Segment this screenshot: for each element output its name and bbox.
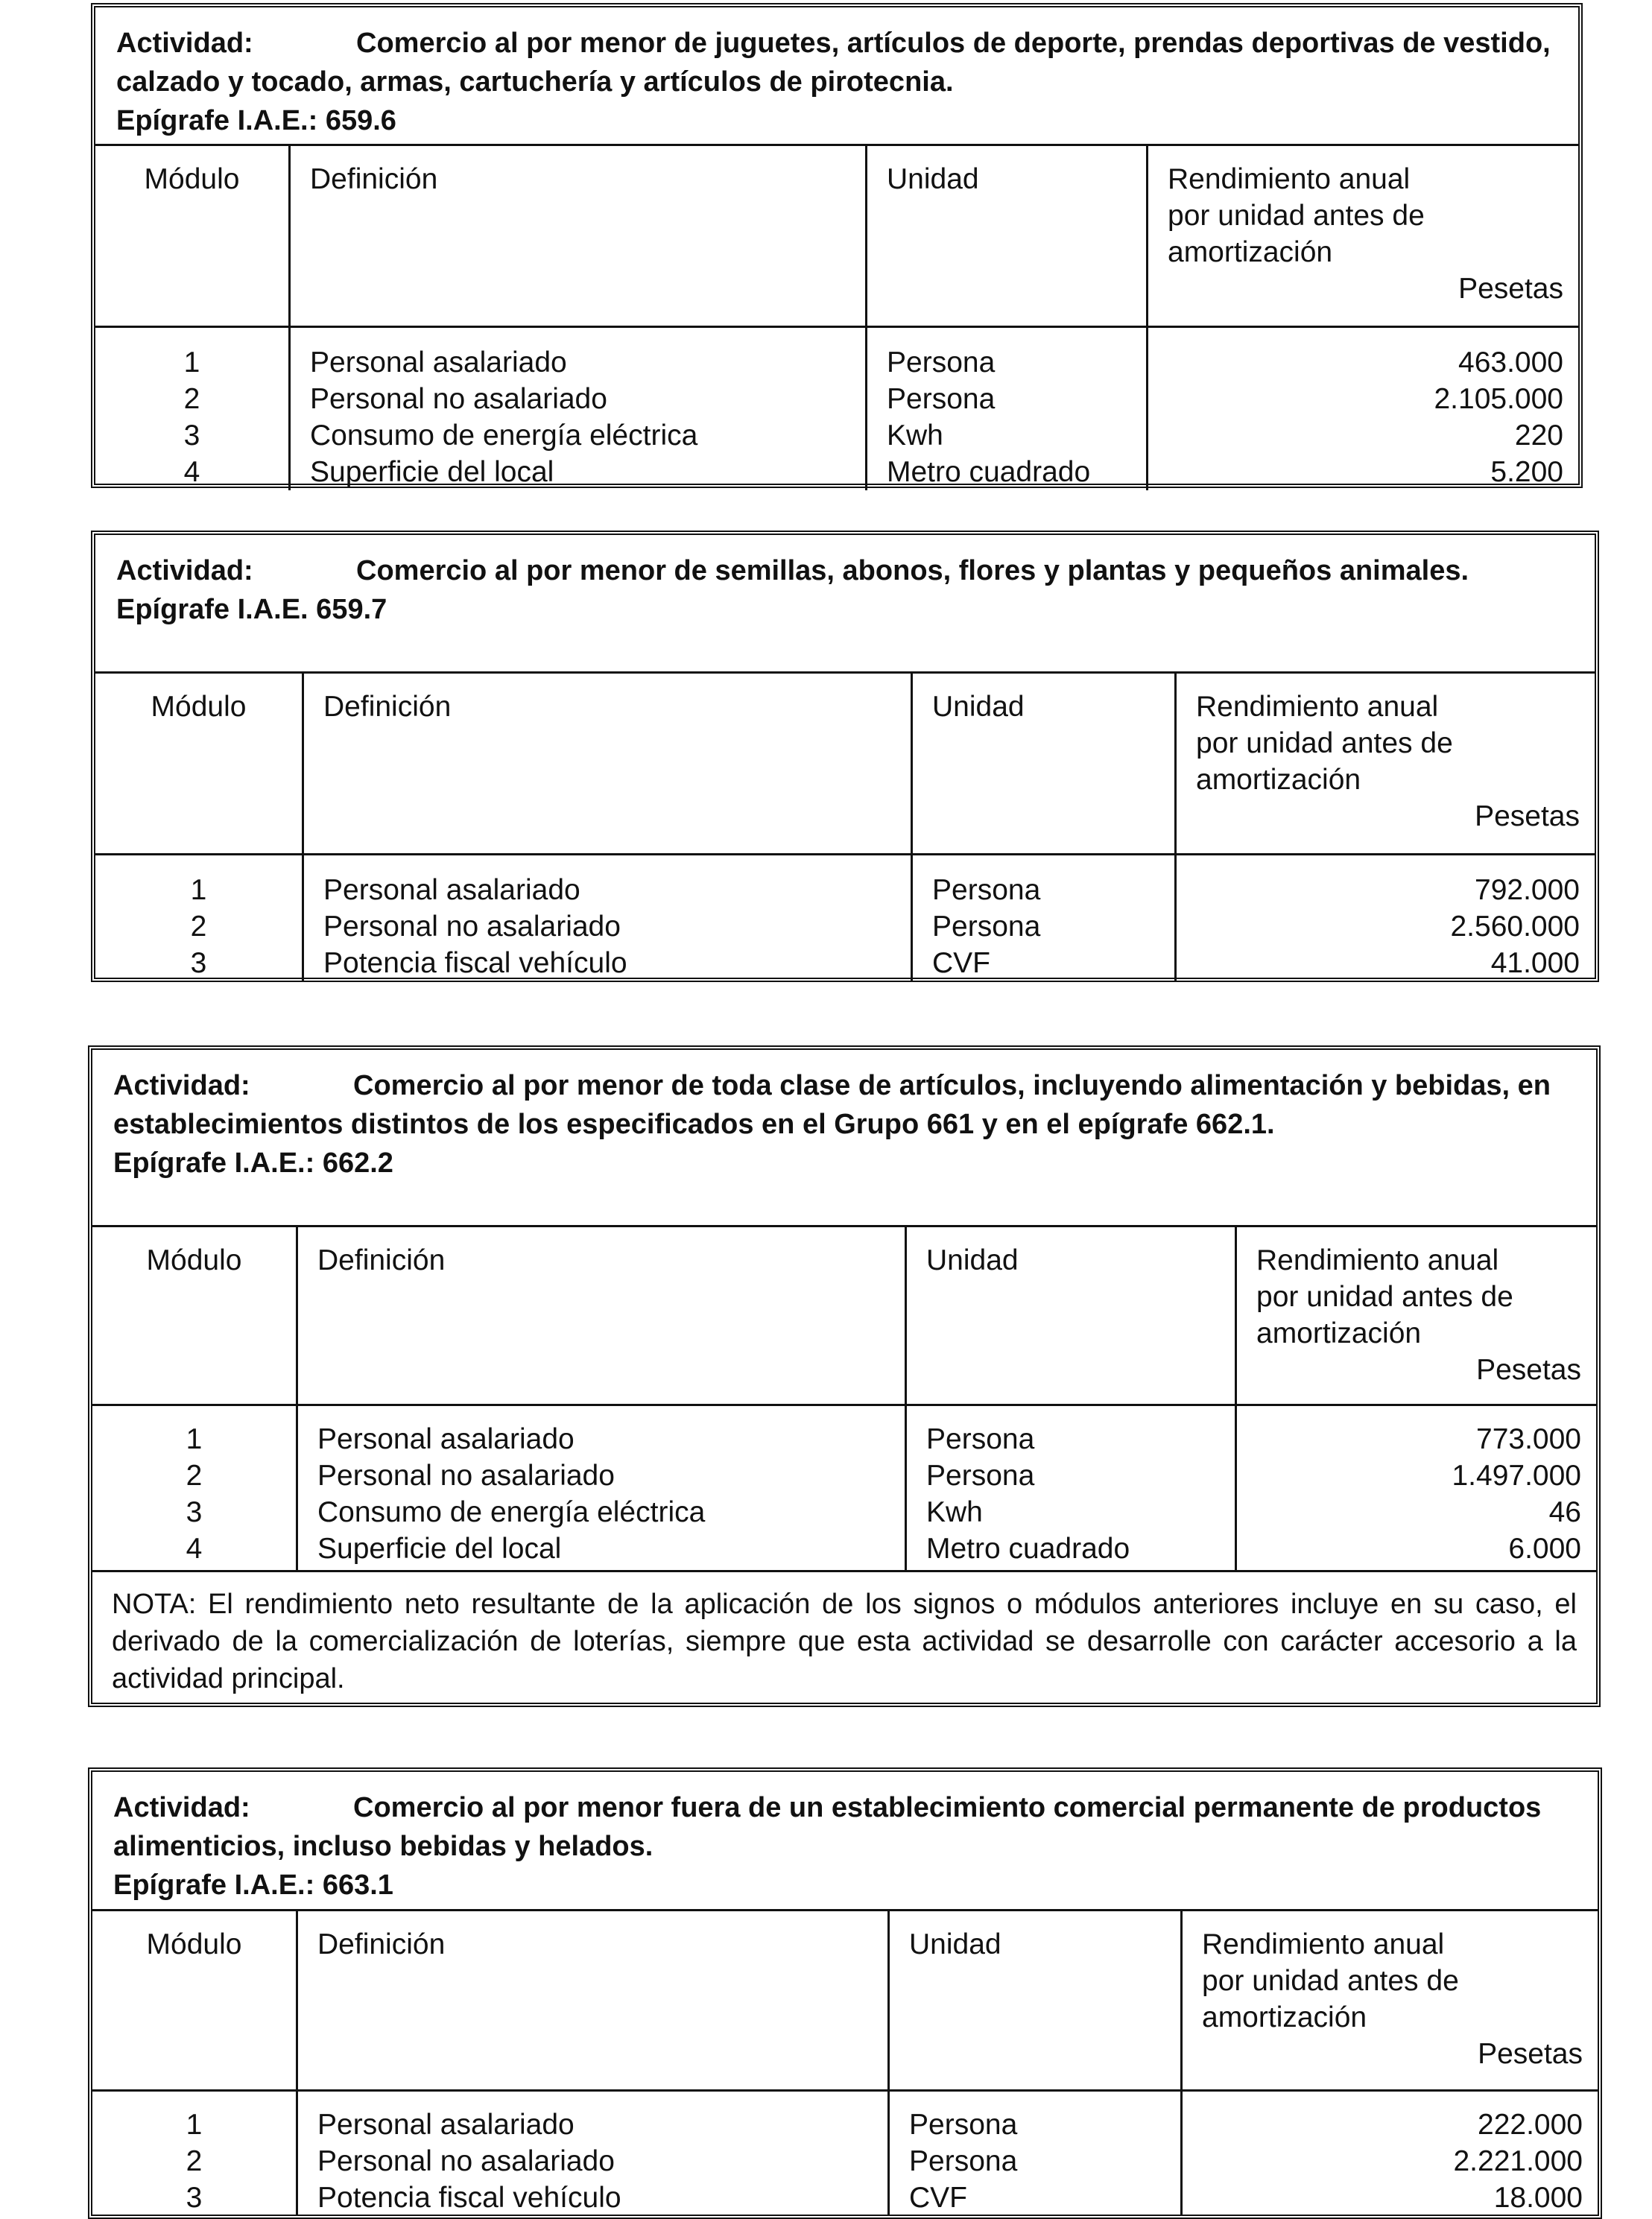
table-cell-valor: 2.221.000 xyxy=(1453,2145,1583,2177)
column-header-modulo: Módulo xyxy=(92,1911,298,2089)
rendimiento-line-1: Rendimiento anual xyxy=(1168,163,1411,195)
modulo-column xyxy=(95,855,304,981)
activity-label: Actividad: xyxy=(116,28,253,59)
unidad-column xyxy=(867,328,1148,490)
definicion-column xyxy=(291,328,867,490)
unidad-column xyxy=(913,855,1177,981)
table-cell-unidad: Persona xyxy=(909,2109,1018,2141)
table-cell-unidad: Metro cuadrado xyxy=(926,1533,1130,1565)
valor-column xyxy=(1237,1406,1596,1570)
activity-header xyxy=(92,1772,1598,1911)
activity-table-659-7 xyxy=(91,531,1599,982)
rendimiento-line-2: por unidad antes de xyxy=(1168,200,1425,232)
column-header-modulo: Módulo xyxy=(95,146,291,326)
column-header-unidad: Unidad xyxy=(907,1227,1237,1404)
rendimiento-line-3: amortización xyxy=(1256,1317,1422,1349)
table-cell-definicion: Personal no asalariado xyxy=(317,2145,615,2177)
definicion-column xyxy=(298,2092,890,2216)
table-cell-modulo: 3 xyxy=(186,1496,203,1528)
table-cell-unidad: CVF xyxy=(909,2182,967,2214)
column-header-row xyxy=(92,1227,1596,1406)
table-cell-valor: 1.497.000 xyxy=(1452,1460,1581,1492)
column-header-modulo: Módulo xyxy=(95,674,304,853)
table-cell-definicion: Personal asalariado xyxy=(323,874,580,906)
column-header-rendimiento xyxy=(1183,1911,1598,2089)
table-cell-unidad: Persona xyxy=(909,2145,1018,2177)
activity-label: Actividad: xyxy=(113,1792,250,1823)
column-header-unidad: Unidad xyxy=(913,674,1177,853)
table-body xyxy=(95,328,1578,488)
table-cell-valor: 2.560.000 xyxy=(1450,911,1580,943)
table-cell-valor: 18.000 xyxy=(1493,2182,1583,2214)
activity-description: Comercio al por menor fuera de un establecimiento comercial permanente de productos alimenticios, incluso bebidas y helados. xyxy=(113,1792,1542,1862)
table-cell-definicion: Potencia fiscal vehículo xyxy=(317,2182,621,2214)
table-cell-definicion: Personal asalariado xyxy=(317,1423,575,1455)
table-cell-unidad: Kwh xyxy=(887,420,943,452)
table-cell-valor: 46 xyxy=(1548,1496,1581,1528)
rendimiento-line-3: amortización xyxy=(1168,236,1333,268)
activity-label: Actividad: xyxy=(113,1070,250,1101)
table-cell-unidad: Persona xyxy=(887,346,996,379)
table-cell-unidad: Metro cuadrado xyxy=(887,456,1091,488)
column-header-row xyxy=(95,146,1578,328)
rendimiento-line-1: Rendimiento anual xyxy=(1202,1928,1445,1960)
table-cell-valor: 220 xyxy=(1514,420,1563,452)
column-header-modulo: Módulo xyxy=(92,1227,298,1404)
table-cell-modulo: 2 xyxy=(183,383,200,415)
table-cell-unidad: CVF xyxy=(932,947,990,979)
rendimiento-line-2: por unidad antes de xyxy=(1202,1965,1459,1997)
table-cell-definicion: Personal asalariado xyxy=(317,2109,575,2141)
table-cell-unidad: Persona xyxy=(932,911,1041,943)
activity-header xyxy=(95,7,1578,146)
table-cell-modulo: 3 xyxy=(183,420,200,452)
epigrafe-code: Epígrafe I.A.E.: 662.2 xyxy=(113,1148,393,1179)
table-cell-valor: 5.200 xyxy=(1490,456,1563,488)
activity-table-663-1 xyxy=(88,1767,1602,2219)
table-cell-modulo: 1 xyxy=(186,2109,203,2141)
modulo-column xyxy=(92,1406,298,1570)
activity-description: Comercio al por menor de juguetes, artículos de deporte, prendas deportivas de vestido, calzado y tocado, armas, cartuchería y artículos de pirotecnia. xyxy=(116,28,1551,98)
table-cell-valor: 41.000 xyxy=(1490,947,1580,979)
epigrafe-code: Epígrafe I.A.E.: 663.1 xyxy=(113,1870,393,1901)
currency-label: Pesetas xyxy=(1475,800,1580,832)
unidad-column xyxy=(907,1406,1237,1570)
column-header-definicion: Definición xyxy=(298,1227,907,1404)
table-cell-definicion: Consumo de energía eléctrica xyxy=(317,1496,706,1528)
activity-description: Comercio al por menor de toda clase de artículos, incluyendo alimentación y bebidas, en establecimientos distintos de los especificados en el Grupo 661 y en el epígrafe 662.1. xyxy=(113,1070,1551,1140)
valor-column xyxy=(1177,855,1595,981)
table-footnote: NOTA: El rendimiento neto resultante de la aplicación de los signos o módulos anteriores incluye en su caso, el derivado de la comercialización de loterías, siempre que esta actividad se desarrolle con carácter accesorio a la actividad principal. xyxy=(92,1570,1596,1709)
table-cell-definicion: Superficie del local xyxy=(310,456,554,488)
valor-column xyxy=(1183,2092,1598,2216)
table-cell-definicion: Personal no asalariado xyxy=(310,383,607,415)
rendimiento-line-2: por unidad antes de xyxy=(1256,1281,1513,1313)
column-header-rendimiento xyxy=(1177,674,1595,853)
table-cell-modulo: 1 xyxy=(190,874,207,906)
table-cell-definicion: Potencia fiscal vehículo xyxy=(323,947,627,979)
activity-header xyxy=(92,1050,1596,1227)
rendimiento-line-3: amortización xyxy=(1202,2001,1367,2033)
currency-label: Pesetas xyxy=(1458,273,1563,305)
table-cell-modulo: 1 xyxy=(183,346,200,379)
modulo-column xyxy=(92,2092,298,2216)
definicion-column xyxy=(298,1406,907,1570)
table-cell-unidad: Persona xyxy=(887,383,996,415)
activity-header xyxy=(95,535,1595,674)
table-cell-valor: 222.000 xyxy=(1478,2109,1583,2141)
rendimiento-line-3: amortización xyxy=(1196,764,1361,796)
table-cell-valor: 773.000 xyxy=(1476,1423,1581,1455)
currency-label: Pesetas xyxy=(1478,2038,1583,2070)
column-header-row xyxy=(95,674,1595,855)
unidad-column xyxy=(890,2092,1183,2216)
table-body xyxy=(95,855,1595,978)
table-cell-valor: 6.000 xyxy=(1508,1533,1581,1565)
table-cell-modulo: 3 xyxy=(190,947,207,979)
column-header-unidad: Unidad xyxy=(890,1911,1183,2089)
column-header-row xyxy=(92,1911,1598,2092)
modulo-column xyxy=(95,328,291,490)
activity-description: Comercio al por menor de semillas, abonos, flores y plantas y pequeños animales. xyxy=(356,555,1469,586)
column-header-rendimiento xyxy=(1237,1227,1596,1404)
valor-column xyxy=(1148,328,1578,490)
table-cell-definicion: Personal no asalariado xyxy=(317,1460,615,1492)
epigrafe-code: Epígrafe I.A.E. 659.7 xyxy=(116,594,387,625)
table-cell-modulo: 4 xyxy=(183,456,200,488)
table-cell-definicion: Consumo de energía eléctrica xyxy=(310,420,698,452)
table-cell-modulo: 2 xyxy=(186,2145,203,2177)
table-cell-valor: 2.105.000 xyxy=(1434,383,1563,415)
table-cell-unidad: Persona xyxy=(932,874,1041,906)
table-body xyxy=(92,2092,1598,2215)
epigrafe-code: Epígrafe I.A.E.: 659.6 xyxy=(116,105,396,136)
table-cell-unidad: Kwh xyxy=(926,1496,983,1528)
table-cell-unidad: Persona xyxy=(926,1423,1035,1455)
table-cell-modulo: 2 xyxy=(190,911,207,943)
currency-label: Pesetas xyxy=(1476,1354,1581,1386)
column-header-rendimiento xyxy=(1148,146,1578,326)
table-cell-modulo: 2 xyxy=(186,1460,203,1492)
table-cell-definicion: Personal no asalariado xyxy=(323,911,621,943)
table-cell-modulo: 3 xyxy=(186,2182,203,2214)
table-cell-modulo: 4 xyxy=(186,1533,203,1565)
table-cell-modulo: 1 xyxy=(186,1423,203,1455)
table-cell-unidad: Persona xyxy=(926,1460,1035,1492)
table-cell-valor: 792.000 xyxy=(1475,874,1580,906)
activity-table-662-2 xyxy=(88,1045,1601,1707)
rendimiento-line-1: Rendimiento anual xyxy=(1196,691,1439,723)
definicion-column xyxy=(304,855,913,981)
table-body xyxy=(92,1406,1596,1570)
table-cell-definicion: Superficie del local xyxy=(317,1533,562,1565)
column-header-definicion: Definición xyxy=(291,146,867,326)
rendimiento-line-1: Rendimiento anual xyxy=(1256,1244,1499,1276)
table-cell-valor: 463.000 xyxy=(1458,346,1563,379)
activity-label: Actividad: xyxy=(116,555,253,586)
rendimiento-line-2: por unidad antes de xyxy=(1196,727,1453,759)
table-cell-definicion: Personal asalariado xyxy=(310,346,567,379)
column-header-definicion: Definición xyxy=(304,674,913,853)
column-header-unidad: Unidad xyxy=(867,146,1148,326)
activity-table-659-6 xyxy=(91,3,1583,488)
column-header-definicion: Definición xyxy=(298,1911,890,2089)
